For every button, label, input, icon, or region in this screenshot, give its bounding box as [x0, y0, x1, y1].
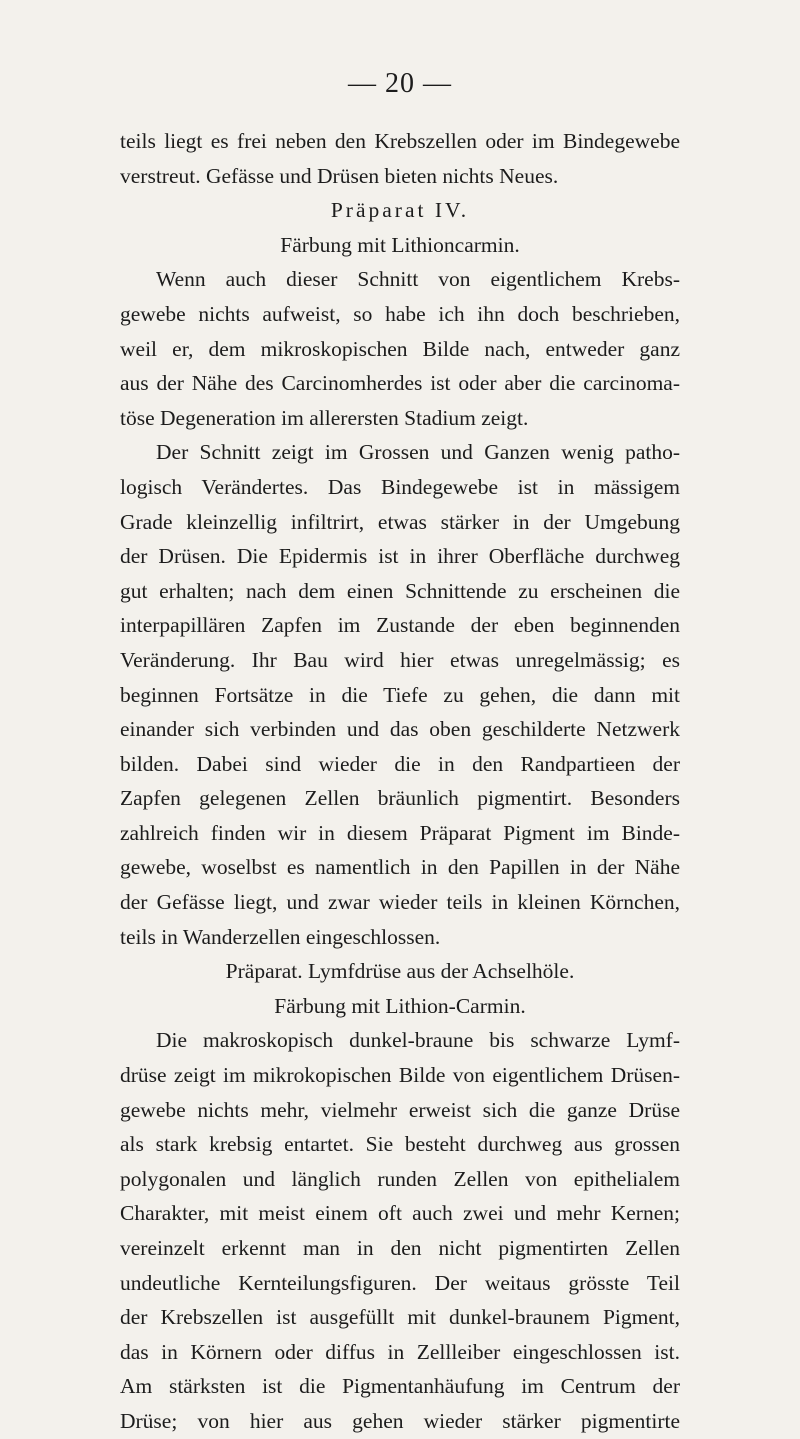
- text-line: Zapfen gelegenen Zellen bräunlich pigmentirt. Besonders: [120, 786, 680, 811]
- text-line: drüse zeigt im mikrokopischen Bilde von eigentlichem Drüsen-: [120, 1063, 680, 1088]
- text-line: töse Degeneration im allerersten Stadium zeigt.: [120, 405, 529, 430]
- text-line: gewebe nichts aufweist, so habe ich ihn doch beschrieben,: [120, 301, 680, 326]
- text-line: gewebe nichts mehr, vielmehr erweist sich die ganze Drüse: [120, 1097, 680, 1122]
- text-line: gewebe, woselbst es namentlich in den Papillen in der Nähe: [120, 855, 680, 880]
- text-line: teils in Wanderzellen eingeschlossen.: [120, 924, 441, 949]
- text-line: verstreut. Gefässe und Drüsen bieten nichts Neues.: [120, 163, 559, 188]
- text-line: logisch Verändertes. Das Bindegewebe ist in mässigem: [120, 474, 680, 499]
- page-number: — 20 —: [348, 68, 452, 99]
- text-line: als stark krebsig entartet. Sie besteht durchweg aus grossen: [120, 1132, 680, 1157]
- text-line: der Drüsen. Die Epidermis ist in ihrer Oberfläche durchweg: [120, 544, 680, 569]
- paragraph-start: Wenn auch dieser Schnitt von eigentlichem Krebs-: [156, 267, 680, 292]
- text-line: das in Körnern oder diffus in Zellleiber eingeschlossen ist.: [120, 1339, 680, 1364]
- staining-note: Färbung mit Lithioncarmin.: [280, 232, 520, 257]
- text-line: undeutliche Kernteilungsfiguren. Der weitaus grösste Teil: [120, 1270, 680, 1295]
- text-line: zahlreich finden wir in diesem Präparat Pigment im Binde-: [120, 820, 680, 845]
- section-heading: Präparat IV.: [330, 198, 470, 223]
- text-line: vereinzelt erkennt man in den nicht pigmentirten Zellen: [120, 1236, 680, 1260]
- text-line: interpapillären Zapfen im Zustande der eben beginnenden: [120, 613, 680, 638]
- text-line: aus der Nähe des Carcinomherdes ist oder aber die carcinoma-: [120, 371, 680, 396]
- text-line: beginnen Fortsätze in die Tiefe zu gehen, die dann mit: [120, 682, 680, 707]
- staining-note: Färbung mit Lithion-Carmin.: [274, 993, 526, 1018]
- section-heading: Präparat. Lymfdrüse aus der Achselhöle.: [225, 959, 575, 984]
- paragraph-start: Der Schnitt zeigt im Grossen und Ganzen wenig patho-: [156, 440, 680, 465]
- text-line: einander sich verbinden und das oben geschilderte Netzwerk: [120, 717, 680, 742]
- text-line: Grade kleinzellig infiltrirt, etwas stärker in der Umgebung: [120, 509, 680, 534]
- text-line: Veränderung. Ihr Bau wird hier etwas unregelmässig; es: [120, 647, 680, 672]
- text-line: der Gefässe liegt, und zwar wieder teils in kleinen Körnchen,: [120, 890, 680, 915]
- text-line: bilden. Dabei sind wieder die in den Randpartieen der: [120, 751, 680, 776]
- text-line: gut erhalten; nach dem einen Schnittende zu erscheinen die: [120, 578, 680, 603]
- text-line: Drüse; von hier aus gehen wieder stärker pigmentirte: [120, 1408, 680, 1433]
- text-line: polygonalen und länglich runden Zellen von epithelialem: [120, 1166, 680, 1191]
- text-line: teils liegt es frei neben den Krebszellen oder im Bindegewebe: [120, 129, 680, 153]
- text-line: Am stärksten ist die Pigmentanhäufung im Centrum der: [120, 1374, 680, 1399]
- paragraph-start: Die makroskopisch dunkel-braune bis schwarze Lymf-: [156, 1028, 680, 1053]
- text-line: Charakter, mit meist einem oft auch zwei und mehr Kernen;: [120, 1201, 680, 1226]
- body-text: [120, 124, 680, 1439]
- text-line: weil er, dem mikroskopischen Bilde nach, entweder ganz: [120, 336, 680, 361]
- text-line: der Krebszellen ist ausgefüllt mit dunkel-braunem Pigment,: [120, 1305, 680, 1330]
